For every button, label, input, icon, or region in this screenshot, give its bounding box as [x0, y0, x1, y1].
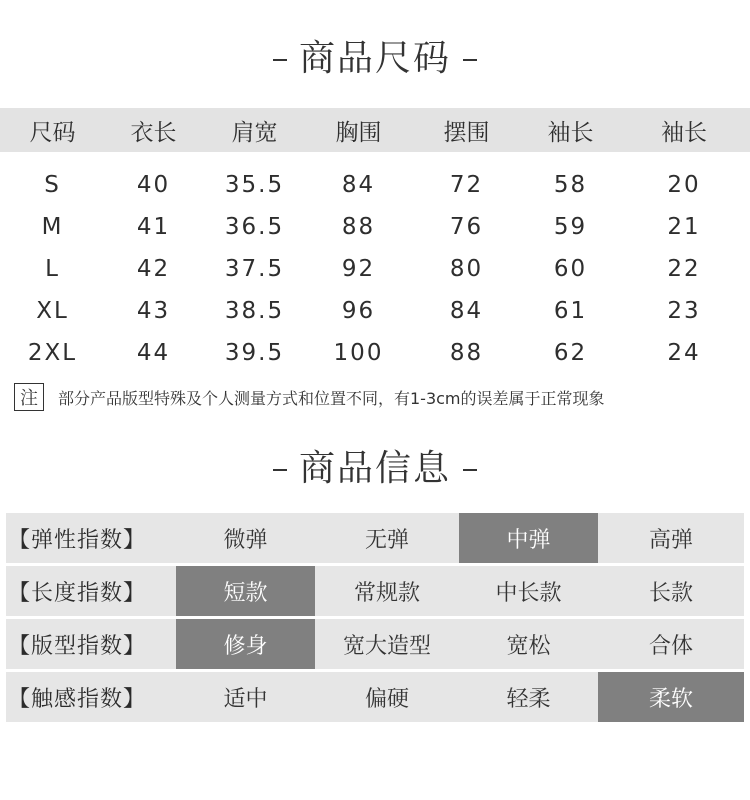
elasticity-option: 高弹: [648, 527, 693, 553]
table-cell: S: [44, 172, 61, 198]
table-cell: 88: [341, 214, 376, 240]
table-cell: L: [45, 256, 60, 282]
length-label: 【长度指数】: [8, 580, 147, 606]
info-section-title: [0, 440, 750, 491]
fit-option: 合体: [648, 633, 693, 659]
measurement-note: [14, 383, 605, 411]
length-option: 常规款: [353, 580, 420, 606]
title-dash-left: [273, 59, 287, 61]
table-cell: 43: [136, 298, 171, 324]
elasticity-label: 【弹性指数】: [8, 527, 147, 553]
elasticity-row: [6, 513, 744, 563]
table-row: [0, 290, 750, 332]
touch-label: 【触感指数】: [8, 686, 147, 712]
table-row: [0, 248, 750, 290]
touch-option: 适中: [223, 686, 268, 712]
table-cell: 100: [333, 340, 384, 366]
fit-option: 宽松: [506, 633, 551, 659]
table-cell: 84: [449, 298, 484, 324]
table-cell: 20: [667, 172, 701, 198]
elasticity-option-selected: 中弹: [459, 513, 598, 563]
table-cell: 39.5: [224, 340, 285, 366]
title-dash-right: [463, 469, 477, 471]
header-cell: 袖长: [547, 119, 594, 146]
touch-option: 轻柔: [506, 686, 551, 712]
table-cell: 59: [553, 214, 588, 240]
length-option: 中长款: [495, 580, 562, 606]
info-title-text: 商品信息: [298, 448, 451, 489]
table-cell: 40: [136, 172, 171, 198]
table-row: [0, 164, 750, 206]
table-cell: 44: [136, 340, 171, 366]
table-cell: 92: [341, 256, 376, 282]
elasticity-option: 微弹: [223, 527, 268, 553]
elasticity-option: 无弹: [364, 527, 409, 553]
table-cell: 61: [553, 298, 588, 324]
title-dash-right: [463, 59, 477, 61]
header-cell: 袖长: [661, 119, 707, 146]
header-cell: 摆围: [443, 119, 490, 146]
table-cell: XL: [36, 298, 69, 324]
table-cell: 62: [553, 340, 588, 366]
size-table-header: [0, 108, 750, 152]
fit-label: 【版型指数】: [8, 633, 147, 659]
table-row: [0, 332, 750, 374]
table-cell: 24: [667, 340, 701, 366]
table-cell: 21: [667, 214, 701, 240]
table-cell: 80: [449, 256, 484, 282]
table-cell: 36.5: [224, 214, 285, 240]
table-row: [0, 206, 750, 248]
fit-option-selected: 修身: [176, 619, 315, 669]
length-option: 长款: [648, 580, 693, 606]
table-cell: 38.5: [224, 298, 285, 324]
length-option-selected: 短款: [176, 566, 315, 616]
fit-option: 宽大造型: [342, 633, 431, 659]
table-cell: 88: [449, 340, 484, 366]
table-cell: 23: [667, 298, 701, 324]
table-cell: 60: [553, 256, 588, 282]
header-cell: 衣长: [130, 119, 177, 146]
table-cell: 22: [667, 256, 701, 282]
table-cell: 42: [136, 256, 171, 282]
table-cell: 35.5: [224, 172, 285, 198]
size-section-title: [0, 30, 750, 81]
table-cell: 84: [341, 172, 376, 198]
size-title-text: 商品尺码: [298, 38, 451, 79]
touch-option-selected: 柔软: [598, 672, 744, 722]
header-cell: 尺码: [29, 119, 76, 146]
table-cell: 2XL: [27, 340, 78, 366]
table-cell: 41: [136, 214, 171, 240]
header-cell: 胸围: [335, 119, 382, 146]
table-cell: M: [41, 214, 64, 240]
table-cell: 76: [449, 214, 484, 240]
table-cell: 58: [553, 172, 588, 198]
touch-row: [6, 672, 744, 722]
table-cell: 37.5: [224, 256, 285, 282]
length-row: [6, 566, 744, 616]
table-cell: 72: [449, 172, 484, 198]
note-label: 注: [14, 383, 44, 411]
title-dash-left: [273, 469, 287, 471]
table-cell: 96: [341, 298, 376, 324]
header-cell: 肩宽: [231, 119, 278, 146]
fit-row: [6, 619, 744, 669]
touch-option: 偏硬: [364, 686, 409, 712]
note-text: 部分产品版型特殊及个人测量方式和位置不同，有1-3cm的误差属于正常现象: [58, 388, 605, 408]
